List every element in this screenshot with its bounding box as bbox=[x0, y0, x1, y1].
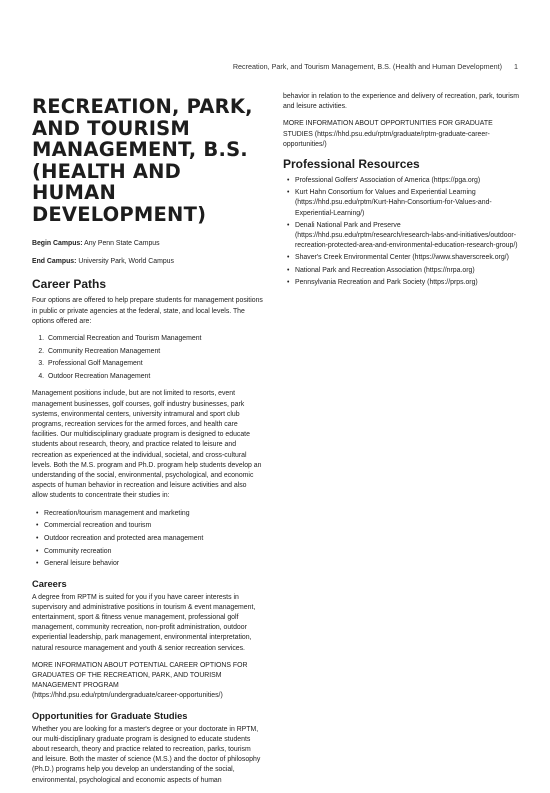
career-paths-intro: Four options are offered to help prepare students for management positions in public or private agencies at the federal, state, and local levels. The options offered are: bbox=[32, 297, 263, 325]
page-header bbox=[0, 62, 550, 76]
end-campus bbox=[32, 257, 264, 267]
end-campus-value: University Park, World Campus bbox=[78, 258, 174, 266]
begin-campus-label: Begin Campus: bbox=[32, 240, 83, 247]
careers-heading: Careers bbox=[32, 578, 67, 589]
left-column bbox=[32, 92, 264, 793]
list-item: 1. Commercial Recreation and Tourism Management bbox=[46, 334, 264, 344]
options-list bbox=[32, 334, 264, 382]
page-title: RECREATION, PARK, AND TOURISM MANAGEMENT, B.S. (HEALTH AND HUMAN DEVELOPMENT) bbox=[32, 95, 253, 226]
grad-studies-paragraph: Whether you are looking for a master's degree or your doctorate in RPTM, our multi-disciplinary graduate program is designed to educate students about research, theory and practice related to recreation, parks, tourism and leisure. Both the master of science (M.S.) and the doctor of philosophy (Ph.D.) programs help you develop an understanding of the social, environmental, psychological and economic aspects of human bbox=[32, 725, 261, 784]
resource-link[interactable]: • Pennsylvania Recreation and Park Society (https://prps.org) bbox=[295, 278, 520, 288]
begin-campus-value: Any Penn State Campus bbox=[84, 240, 160, 247]
right-column bbox=[283, 92, 520, 295]
end-campus-label: End Campus: bbox=[32, 258, 77, 266]
resource-link[interactable]: • National Park and Recreation Association (https://nrpa.org) bbox=[295, 266, 520, 276]
list-item: • Recreation/tourism management and marketing bbox=[44, 509, 264, 519]
list-item: 4. Outdoor Recreation Management bbox=[46, 372, 264, 382]
list-item: • General leisure behavior bbox=[44, 559, 264, 569]
continued-paragraph: behavior in relation to the experience and delivery of recreation, park, tourism and leisure activities. bbox=[283, 93, 519, 111]
more-info-grad-link[interactable] bbox=[283, 119, 520, 150]
resource-link[interactable]: • Shaver's Creek Environmental Center (https://www.shaverscreek.org/) bbox=[295, 253, 520, 263]
list-item: • Commercial recreation and tourism bbox=[44, 521, 264, 531]
list-item: 3. Professional Golf Management bbox=[46, 359, 264, 369]
resources-heading: Professional Resources bbox=[283, 157, 420, 172]
more-info-careers-link[interactable] bbox=[32, 661, 264, 702]
concentrations-list bbox=[32, 509, 264, 570]
resources-list bbox=[283, 176, 520, 288]
list-item: • Community recreation bbox=[44, 547, 264, 557]
careers-paragraph: A degree from RPTM is suited for you if you have career interests in supervisory and administrative positions in tourism & event management, entertainment, sport & fitness venue management, professional golf management, community recreation, non-profit administration, outdoor experiential leadership, park management, environmental interpretation, natural resource management and youth & senior recreation services. bbox=[32, 593, 256, 652]
page-number: 1 bbox=[514, 62, 518, 71]
list-item: • Outdoor recreation and protected area management bbox=[44, 534, 264, 544]
begin-campus bbox=[32, 239, 264, 249]
career-paths-heading: Career Paths bbox=[32, 277, 107, 292]
list-item: 2. Community Recreation Management bbox=[46, 347, 264, 357]
grad-studies-heading: Opportunities for Graduate Studies bbox=[32, 710, 188, 721]
more-info-grad-link-text[interactable]: MORE INFORMATION ABOUT OPPORTUNITIES FOR GRADUATE STUDIES (https://hhd.psu.edu/rptm/graduate/rptm-graduate-career-opportunities/) bbox=[283, 120, 493, 148]
resource-link[interactable]: • Denali National Park and Preserve (https://hhd.psu.edu/rptm/research/research-labs-and-initiatives/outdoor-recreation-protected-area-and-environmental-education-research-group/) bbox=[295, 221, 520, 252]
resource-link[interactable]: • Kurt Hahn Consortium for Values and Experiential Learning (https://hhd.psu.edu/rptm/Kurt-Hahn-Consortium-for-Values-and-Experiential-Learning/) bbox=[295, 188, 520, 219]
more-info-careers-link-text[interactable]: MORE INFORMATION ABOUT POTENTIAL CAREER OPTIONS FOR GRADUATES OF THE RECREATION, PARK, AND TOURISM MANAGEMENT PROGRAM (https://hhd.psu.edu/rptm/undergraduate/career-opportunities/) bbox=[32, 661, 248, 700]
header-title: Recreation, Park, and Tourism Management, B.S. (Health and Human Development) bbox=[232, 62, 502, 71]
management-paragraph: Management positions include, but are not limited to resorts, event management businesses, golf courses, golf industry businesses, park systems, environmental centers, university intramural and sport club programs, recreation services for the armed forces, and health care facilities. Our multidisciplinary graduate program is designed to educate students about research, theory, and practice related to leisure and recreation as experienced at the individual, societal, and cross-cultural levels. Both the M.S. program and Ph.D. program help students develop an understanding of the social, environmental, psychological, and economic aspects of human behavior in recreation and leisure activities and also allow students to concentrate their studies in: bbox=[32, 390, 262, 500]
resource-link[interactable]: • Professional Golfers' Association of America (https://pga.org) bbox=[295, 176, 520, 186]
